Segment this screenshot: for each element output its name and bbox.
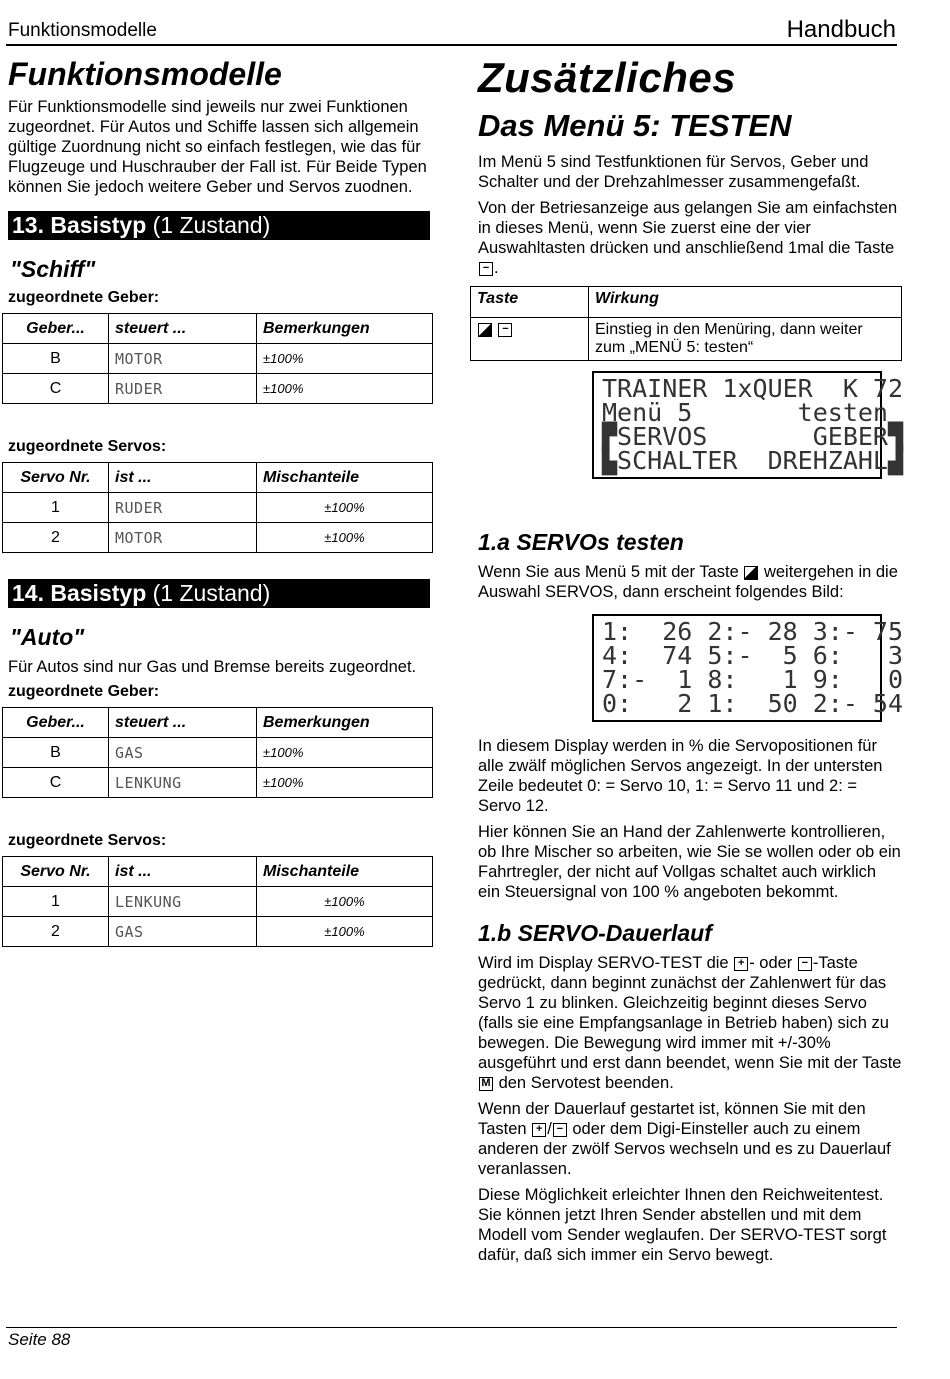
col-header: ist ... <box>109 463 257 493</box>
minus-key-icon: − <box>798 957 812 971</box>
section-13-name: "Schiff" <box>10 256 96 282</box>
table-header-row <box>3 463 433 493</box>
table-row <box>3 917 433 947</box>
lcd-line: 4: 74 5:- 5 6: 3 <box>602 641 904 670</box>
section-1b-paragraph-3: Diese Möglichkeit erleichter Ihnen den Reichweitentest. Sie können jetzt Ihren Sender abstellen und mit dem Modell vom Sender weglaufen. Der SERVO-TEST sorgt dafür, daß sich immer ein Servo bewegt. <box>478 1186 887 1264</box>
cell: MOTOR <box>109 344 257 374</box>
cell: GAS <box>109 738 257 768</box>
lcd-line: 7:- 1 8: 1 9: 0 <box>602 665 904 694</box>
lcd-line: ▙SCHALTER DREHZAHL▟ <box>602 446 904 475</box>
lcd-line: Menü 5 testen <box>602 398 888 427</box>
text-span: Wenn der Dauerlauf gestartet ist, können Sie mit den Tasten <box>478 1100 866 1138</box>
table-row <box>3 493 433 523</box>
table-header-row <box>3 708 433 738</box>
key-table <box>470 286 902 361</box>
section-1a-paragraph-1 <box>478 562 902 602</box>
schiff-servo-label: zugeordnete Servos: <box>8 438 167 455</box>
intro-paragraph: Für Funktionsmodelle sind jeweils nur zwei Funktionen zugeordnet. Für Autos und Schiffe lassen sich allgemein gültige Zuordnung nicht so einfach festlegen, wie das für Flugzeuge und Huschrauber der Fall ist. Für Beide Typen können Sie jedoch weitere Geber und Servos zuodnen. <box>8 98 427 196</box>
cell: ±100% <box>257 523 433 553</box>
cell: 1 <box>3 493 109 523</box>
menu-paragraph-1: Im Menü 5 sind Testfunktionen für Servos, Geber und Schalter und der Drehzahlmesser zusammengefaßt. <box>478 153 869 191</box>
col-header: Geber... <box>3 314 109 344</box>
cell: 1 <box>3 887 109 917</box>
cell: ±100% <box>257 374 433 404</box>
minus-key-icon: − <box>553 1123 567 1137</box>
table-row <box>3 374 433 404</box>
left-column <box>6 52 434 981</box>
selector-key-icon <box>478 323 492 337</box>
cell: C <box>3 768 109 798</box>
lcd-line: 0: 2 1: 50 2:- 54 <box>602 689 904 718</box>
header-left: Funktionsmodelle <box>8 20 157 41</box>
cell: RUDER <box>109 374 257 404</box>
cell: ±100% <box>257 917 433 947</box>
cell: LENKUNG <box>109 768 257 798</box>
text-span: Wird im Display SERVO-TEST die <box>478 954 734 972</box>
text-span: / <box>547 1120 552 1138</box>
lcd-line: ▛SERVOS GEBER▜ <box>602 422 904 451</box>
cell: Einstieg in den Menüring, dann weiter zum „MENÜ 5: testen“ <box>589 318 902 361</box>
minus-key-icon: − <box>498 323 512 337</box>
lcd-menu5-display <box>592 371 904 479</box>
lcd-line: 1: 26 2:- 28 3:- 75 <box>602 617 904 646</box>
lcd-line: TRAINER 1xQUER K 72 <box>602 374 904 403</box>
text-span: oder dem Digi-Einsteller auch zu einem anderen der zwölf Servos wechseln und es zu Dauerlauf veranlassen. <box>478 1120 891 1178</box>
cell: ±100% <box>257 738 433 768</box>
col-header: Bemerkungen <box>257 314 433 344</box>
schiff-geber-table <box>2 313 433 404</box>
col-header: Mischanteile <box>257 857 433 887</box>
col-header: Mischanteile <box>257 463 433 493</box>
section-13-state: (1 Zustand) <box>146 212 271 238</box>
auto-geber-label: zugeordnete Geber: <box>8 683 160 700</box>
cell: 2 <box>3 917 109 947</box>
minus-key-icon: − <box>479 262 493 276</box>
text-span: . <box>494 259 499 277</box>
table-row <box>3 768 433 798</box>
col-header: steuert ... <box>109 314 257 344</box>
col-header: ist ... <box>109 857 257 887</box>
col-header: Bemerkungen <box>257 708 433 738</box>
header-rule <box>6 44 897 46</box>
section-1b-paragraph-2 <box>478 1099 902 1179</box>
section-14-text: Für Autos sind nur Gas und Bremse bereits zugeordnet. <box>8 658 417 676</box>
right-title: Zusätzliches <box>478 54 737 101</box>
cell: B <box>3 344 109 374</box>
table-row <box>3 887 433 917</box>
cell: 2 <box>3 523 109 553</box>
table-header-row <box>3 857 433 887</box>
page-title: Funktionsmodelle <box>8 56 282 92</box>
auto-servo-label: zugeordnete Servos: <box>8 832 167 849</box>
col-header: Geber... <box>3 708 109 738</box>
menu-paragraph-2 <box>478 198 902 278</box>
cell: LENKUNG <box>109 887 257 917</box>
section-13-number: 13. Basistyp <box>12 212 147 238</box>
table-row <box>3 344 433 374</box>
col-header: Wirkung <box>589 287 902 318</box>
section-1a-paragraph-3: Hier können Sie an Hand der Zahlenwerte kontrollieren, ob Ihre Mischer so arbeiten, wie Sie se wollen oder ob ein Fahrtregler, der nicht auf Vollgas schaltet auch wirklich ein Steuersignal von 100 % angeboten bekommt. <box>478 823 901 901</box>
section-14-name: "Auto" <box>10 624 85 650</box>
table-header-row <box>3 314 433 344</box>
plus-key-icon: + <box>734 957 748 971</box>
auto-geber-table <box>2 707 433 798</box>
key-cell <box>471 318 589 361</box>
section-14-state: (1 Zustand) <box>146 580 271 606</box>
selector-key-icon <box>744 566 758 580</box>
text-span: Wenn Sie aus Menü 5 mit der Taste <box>478 563 744 581</box>
text-span: weitergehen in die Auswahl SERVOS, dann erscheint folgendes Bild: <box>478 563 898 601</box>
col-header: Servo Nr. <box>3 857 109 887</box>
text-span: den Servotest beenden. <box>494 1074 674 1092</box>
cell: B <box>3 738 109 768</box>
lcd-servo-display <box>592 614 904 722</box>
table-header-row <box>471 287 902 318</box>
auto-servo-table <box>2 856 433 947</box>
col-header: Taste <box>471 287 589 318</box>
text-span: - oder <box>749 954 797 972</box>
col-header: Servo Nr. <box>3 463 109 493</box>
header-right: Handbuch <box>786 16 896 43</box>
cell: ±100% <box>257 493 433 523</box>
cell: ±100% <box>257 344 433 374</box>
page-number: Seite 88 <box>8 1330 71 1349</box>
plus-key-icon: + <box>532 1123 546 1137</box>
section-14-number: 14. Basistyp <box>12 580 147 606</box>
schiff-geber-label: zugeordnete Geber: <box>8 289 160 306</box>
menu-title: Das Menü 5: TESTEN <box>478 108 792 143</box>
section-1a-title: 1.a SERVOs testen <box>478 529 684 555</box>
m-key-icon: M <box>479 1077 493 1091</box>
section-1b-title: 1.b SERVO-Dauerlauf <box>478 920 712 946</box>
cell: GAS <box>109 917 257 947</box>
cell: C <box>3 374 109 404</box>
right-column <box>476 52 902 1271</box>
text-span: Von der Betriesanzeige aus gelangen Sie am einfachsten in dieses Menü, wenn Sie zuerst eine der vier Auswahltasten drücken und anschließend 1mal die Taste <box>478 199 898 257</box>
cell: ±100% <box>257 887 433 917</box>
col-header: steuert ... <box>109 708 257 738</box>
cell: RUDER <box>109 493 257 523</box>
cell: MOTOR <box>109 523 257 553</box>
table-row <box>471 318 902 361</box>
cell: ±100% <box>257 768 433 798</box>
table-row <box>3 738 433 768</box>
table-row <box>3 523 433 553</box>
section-1a-paragraph-2: In diesem Display werden in % die Servopositionen für alle zwälf möglichen Servos angezeigt. In der untersten Zeile bedeutet 0: = Servo 10, 1: = Servo 11 und 2: = Servo 12. <box>478 737 883 815</box>
section-13-bar <box>8 211 430 240</box>
section-1b-paragraph-1 <box>478 953 902 1093</box>
schiff-servo-table <box>2 462 433 553</box>
text-span: -Taste gedrückt, dann beginnt zunächst der Zahlenwert für das Servo 1 zu blinken. Gleichzeitig beginnt dieses Servo (falls sie eine Empfangsanlage in Betrieb haben) sich zu bewegen. Die Bewegung wird immer mit +/-30% ausgeführt und erst dann beendet, wenn Sie mit der Taste <box>478 954 902 1072</box>
section-14-bar <box>8 579 430 608</box>
footer-rule <box>6 1327 897 1328</box>
